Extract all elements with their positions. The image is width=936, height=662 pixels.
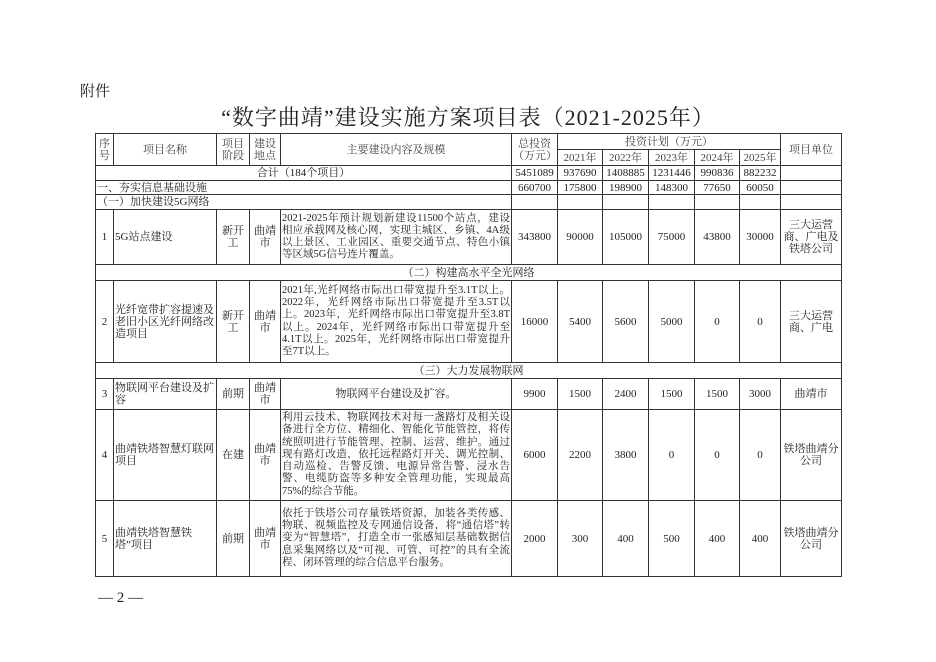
year-value: 3000 <box>740 379 781 410</box>
category-label: 一、夯实信息基础设施 <box>96 181 512 195</box>
year-value: 148300 <box>649 181 695 195</box>
project-unit: 铁塔曲靖分公司 <box>781 501 842 577</box>
year-value: 937690 <box>558 166 603 181</box>
year-value: 1408885 <box>603 166 649 181</box>
project-total: 9900 <box>512 379 558 410</box>
section-label: （二）构建高水平全光网络 <box>96 265 842 281</box>
project-stage: 前期 <box>217 379 250 410</box>
project-content: 2021-2025年预计规划新建设11500个站点，建设相应承载网及核心网，实现主城区、乡镇、4A级以上景区、工业园区、重要交通节点、特色小镇等区域5G信号连片覆盖。 <box>281 210 512 265</box>
empty-cell <box>781 166 842 181</box>
project-location: 曲靖市 <box>250 210 281 265</box>
total-value: 5451089 <box>512 166 558 181</box>
year-value: 1500 <box>558 379 603 410</box>
header-year: 2021年 <box>558 150 603 166</box>
project-row <box>96 410 842 501</box>
year-value: 1231446 <box>649 166 695 181</box>
header-unit: 项目单位 <box>781 134 842 166</box>
section-row <box>96 363 842 379</box>
year-value: 175800 <box>558 181 603 195</box>
project-total: 16000 <box>512 281 558 363</box>
year-value: 300 <box>558 501 603 577</box>
year-value: 43800 <box>695 210 740 265</box>
year-value: 1500 <box>649 379 695 410</box>
total-row <box>96 166 842 181</box>
header-location: 建设地点 <box>250 134 281 166</box>
project-location: 曲靖市 <box>250 501 281 577</box>
year-value: 0 <box>649 410 695 501</box>
project-content: 2021年,光纤网络市际出口带宽提升至3.1T以上。2022年，光纤网络市际出口带宽提升至3.5T以上。2023年，光纤网络市际出口带宽提升至3.8T以上。2024年，光纤网络市际出口带宽提升至4.1T以上。2025年，光纤网络市际出口带宽提升至7T以上。 <box>281 281 512 363</box>
page-title: “数字曲靖”建设实施方案项目表（2021-2025年） <box>221 105 715 130</box>
section-row <box>96 195 842 210</box>
year-value: 5400 <box>558 281 603 363</box>
year-value: 0 <box>740 281 781 363</box>
project-unit: 三大运营商、广电 <box>781 281 842 363</box>
header-year: 2023年 <box>649 150 695 166</box>
year-value: 400 <box>695 501 740 577</box>
total-value: 660700 <box>512 181 558 195</box>
category-row <box>96 181 842 195</box>
year-value: 198900 <box>603 181 649 195</box>
project-unit: 铁塔曲靖分公司 <box>781 410 842 501</box>
header-year: 2022年 <box>603 150 649 166</box>
header-plan: 投资计划（万元） <box>558 134 781 150</box>
attachment-label: 附件 <box>80 84 111 100</box>
project-seq: 4 <box>96 410 114 501</box>
project-row <box>96 379 842 410</box>
section-label: （一）加快建设5G网络 <box>96 195 512 210</box>
year-value: 90000 <box>558 210 603 265</box>
project-name: 物联网平台建设及扩容 <box>114 379 217 410</box>
project-stage: 新开工 <box>217 210 250 265</box>
header-year: 2024年 <box>695 150 740 166</box>
project-row <box>96 281 842 363</box>
year-value: 0 <box>695 281 740 363</box>
header-content: 主要建设内容及规模 <box>281 134 512 166</box>
year-value: 60050 <box>740 181 781 195</box>
header-year: 2025年 <box>740 150 781 166</box>
section-label: （三）大力发展物联网 <box>96 363 842 379</box>
year-value: 0 <box>695 410 740 501</box>
year-value: 30000 <box>740 210 781 265</box>
year-value: 77650 <box>695 181 740 195</box>
year-value: 5600 <box>603 281 649 363</box>
header-stage: 项目阶段 <box>217 134 250 166</box>
year-value: 1500 <box>695 379 740 410</box>
project-seq: 1 <box>96 210 114 265</box>
project-table <box>95 133 842 577</box>
year-value: 400 <box>740 501 781 577</box>
project-location: 曲靖市 <box>250 281 281 363</box>
year-value: 3800 <box>603 410 649 501</box>
project-unit: 曲靖市 <box>781 379 842 410</box>
project-row <box>96 501 842 577</box>
project-total: 6000 <box>512 410 558 501</box>
project-stage: 前期 <box>217 501 250 577</box>
project-total: 2000 <box>512 501 558 577</box>
year-value: 105000 <box>603 210 649 265</box>
year-value: 5000 <box>649 281 695 363</box>
project-name: 5G站点建设 <box>114 210 217 265</box>
year-value: 2200 <box>558 410 603 501</box>
project-row <box>96 210 842 265</box>
project-name: 光纤宽带扩容提速及老旧小区光纤网络改造项目 <box>114 281 217 363</box>
year-value: 0 <box>740 410 781 501</box>
year-value: 2400 <box>603 379 649 410</box>
project-content: 依托于铁塔公司存量铁塔资源，加装各类传感、物联、视频监控及专网通信设备，将“通信塔”转变为“智慧塔”，打造全市一张感知层基础数据信息采集网络以及“可视、可管、可控”的具有全流程、闭环管理的综合信息平台服务。 <box>281 501 512 577</box>
empty-cell <box>781 181 842 195</box>
section-row <box>96 265 842 281</box>
project-content: 利用云技术、物联网技术对每一盏路灯及相关设备进行全方位、精细化、智能化节能管控，将传统照明进行节能管理、控制、运营、维护。通过现有路灯改造，依托远程路灯开关、调光控制、自动巡检、告警反馈、电源异常告警、浸水告警、电缆防盗等多种安全管理功能，实现最高75%的综合节能。 <box>281 410 512 501</box>
year-value: 75000 <box>649 210 695 265</box>
project-seq: 3 <box>96 379 114 410</box>
project-total: 343800 <box>512 210 558 265</box>
header-seq: 序号 <box>96 134 114 166</box>
year-value: 882232 <box>740 166 781 181</box>
project-seq: 2 <box>96 281 114 363</box>
project-location: 曲靖市 <box>250 379 281 410</box>
year-value: 990836 <box>695 166 740 181</box>
total-label: 合计（184个项目） <box>96 166 512 181</box>
project-name: 曲靖铁塔智慧灯联网项目 <box>114 410 217 501</box>
project-seq: 5 <box>96 501 114 577</box>
project-name: 曲靖铁塔智慧铁塔”项目 <box>114 501 217 577</box>
project-stage: 在建 <box>217 410 250 501</box>
year-value: 400 <box>603 501 649 577</box>
header-name: 项目名称 <box>114 134 217 166</box>
year-value: 500 <box>649 501 695 577</box>
project-stage: 新开工 <box>217 281 250 363</box>
header-total: 总投资（万元） <box>512 134 558 166</box>
project-location: 曲靖市 <box>250 410 281 501</box>
project-unit: 三大运营商、广电及铁塔公司 <box>781 210 842 265</box>
project-content: 物联网平台建设及扩容。 <box>281 379 512 410</box>
page-number: — 2 — <box>98 590 143 606</box>
